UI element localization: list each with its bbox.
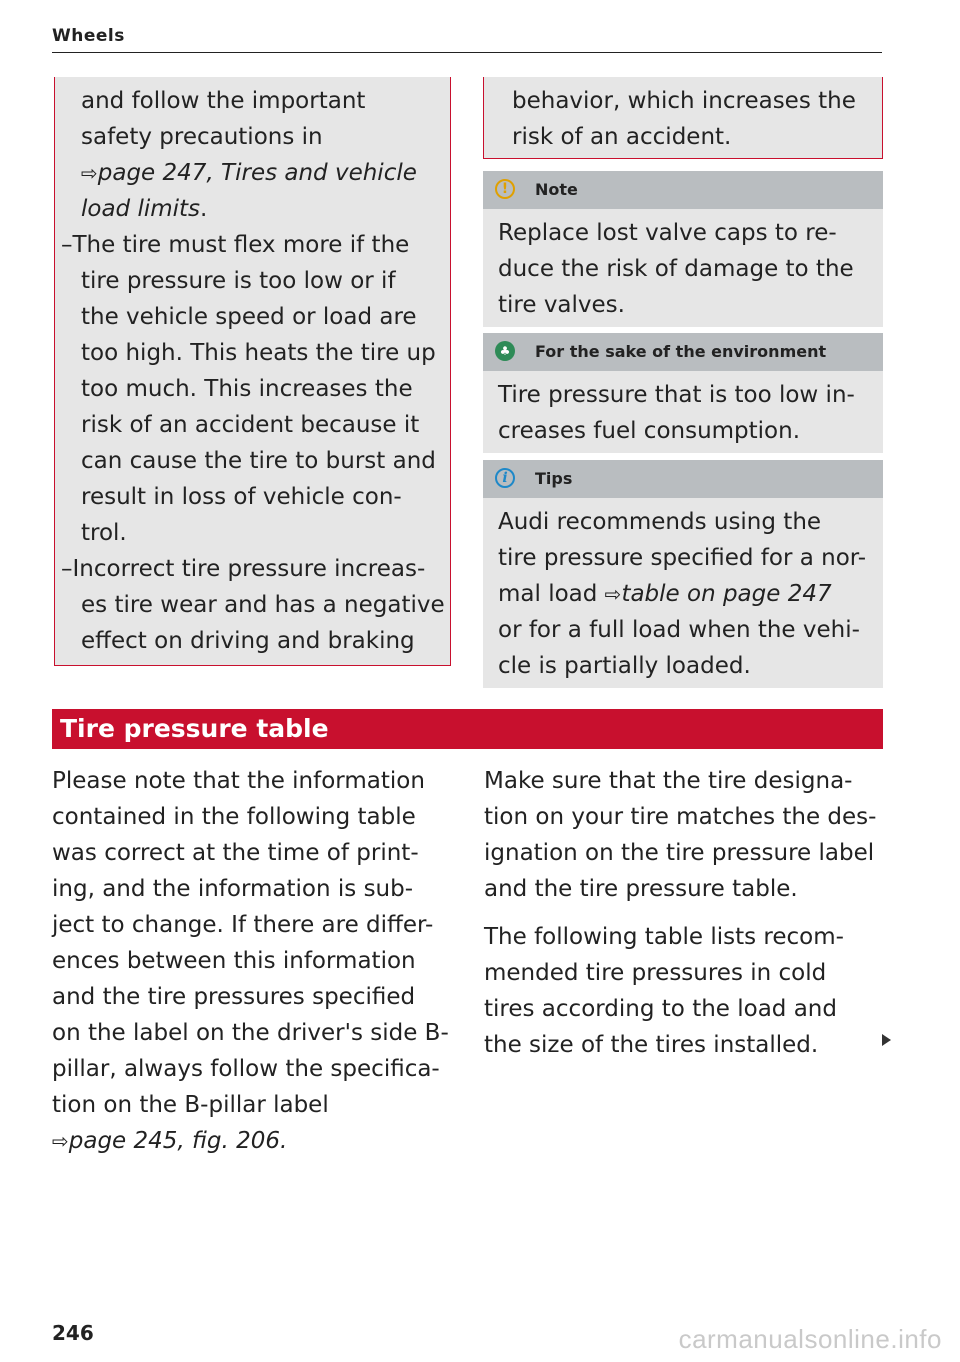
header-divider [52,52,882,53]
cross-reference[interactable]: ⇨page 245, fig. 206. [52,1128,288,1154]
tips-box [483,460,883,688]
arrow-right-icon: ⇨ [81,161,98,185]
cross-reference[interactable]: table on page 247 [621,581,832,607]
cross-reference[interactable]: ⇨page 247, Tires and vehicle [81,160,417,186]
leaf-circle-icon: ♣ [495,341,515,361]
watermark: carmanualsonline.info [678,1324,942,1354]
section-title: Tire pressure table [60,714,329,743]
warning-box-continued [54,77,451,666]
left-column-text: Please note that the information contained in the following table was correct at the time of print- ing, and the information is sub- ject to change. If there are differ- ences between this information and the tire pressures specified on the label on the driver's side B- pillar, always follow the specifica- tion on the B-pillar label ⇨page 245, fig. 206. [52,763,452,1159]
right-column-text: Make sure that the tire designa- tion on your tire matches the des- ignation on the tire pressure label and the tire pressure table. The following table lists recom- mended tire pressures in cold tires according to the load and the size of the tires installed. [484,768,877,1058]
warning-line: and follow the important [81,88,366,114]
info-circle-icon: i [495,468,515,488]
tips-title: Tips [535,469,573,488]
environment-title: For the sake of the environment [535,342,827,361]
page-number: 246 [52,1321,94,1345]
environment-body: Tire pressure that is too low in- creases fuel consumption. [483,371,883,453]
cross-reference: load limits. [81,196,208,222]
warning-line: risk of an accident. [512,124,732,150]
warning-box-end [483,77,883,159]
warning-bullet: –The tire must flex more if the tire pressure is too low or if the vehicle speed or load are too high. This heats the tire up too much. This increases the risk of an accident because it can cause the tire to burst and result in loss of vehicle con- trol. [61,232,436,546]
warning-bullet: –Incorrect tire pressure increas- es tire wear and has a negative effect on driving and braking [61,556,445,654]
section-heading-bar [52,709,883,749]
running-header: Wheels [52,26,125,46]
tips-body: Audi recommends using the tire pressure specified for a nor- mal load ⇨table on page 247 or for a full load when the vehi- cle is partially loaded. [483,498,883,688]
environment-header [483,333,883,371]
exclamation-circle-icon: ! [495,179,515,199]
tips-header [483,460,883,498]
warning-line: behavior, which increases the [512,88,856,114]
note-box [483,171,883,327]
triangle-right-icon [882,1034,891,1046]
arrow-right-icon: ⇨ [604,582,622,606]
note-title: Note [535,180,578,199]
note-header [483,171,883,209]
note-body: Replace lost valve caps to re- duce the risk of damage to the tire valves. [483,209,883,327]
environment-box [483,333,883,453]
warning-line: safety precautions in [81,124,323,150]
arrow-right-icon: ⇨ [52,1129,69,1153]
